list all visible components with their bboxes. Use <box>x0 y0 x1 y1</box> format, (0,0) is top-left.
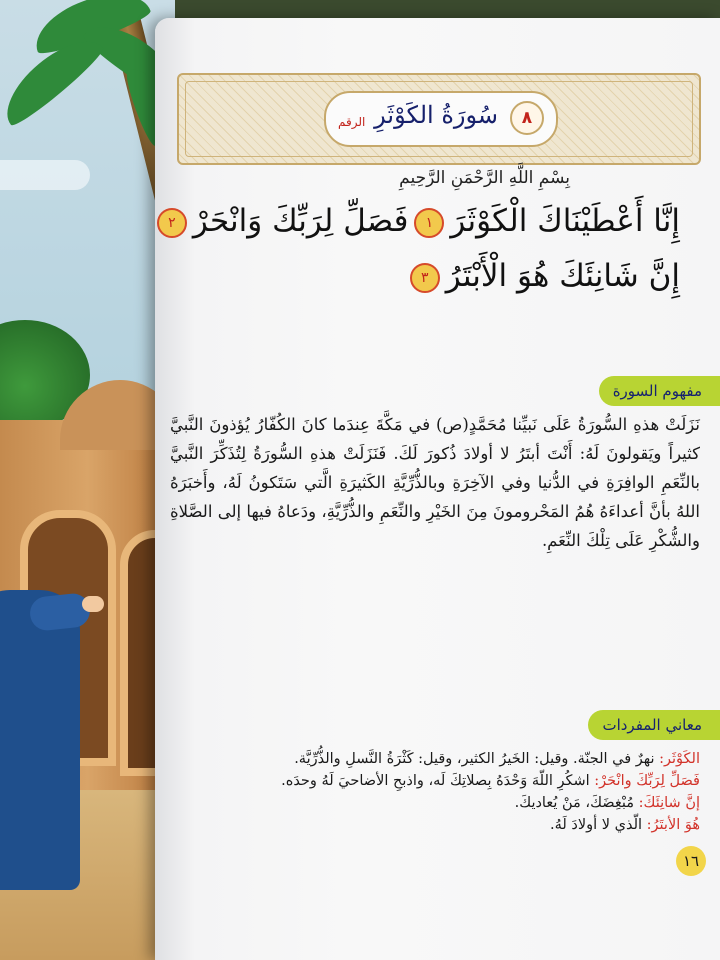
vocabulary-term: فَصَلِّ لِرَبِّكَ وانْحَرْ: <box>594 773 700 789</box>
vocabulary-term: هُوَ الأبتَرُ: <box>646 817 700 833</box>
vocabulary-meaning: نهرٌ في الجنّة. وقيل: الخَيرُ الكثير، وقيل: كَثْرَةُ النَّسلِ والذُّرِّيَّة. <box>294 751 660 767</box>
verse-line <box>155 203 680 239</box>
ayah-number-marker: ٢ <box>157 208 187 238</box>
page-number: ١٦ <box>676 846 706 876</box>
verse-text: إِنَّ شَانِئَكَ هُوَ الْأَبْتَرُ <box>445 258 680 294</box>
text-page <box>155 18 720 960</box>
vocabulary-item <box>170 748 700 770</box>
verse-text: إِنَّا أَعْطَيْنَاكَ الْكَوْثَرَ <box>450 203 680 239</box>
concept-paragraph: نَزَلَتْ هذهِ السُّورَةُ عَلَى نَبيِّنا مُحَمَّدٍ(ص) في مَكَّةَ عِندَما كانَ الكُفّارُ يُؤذونَ النَّبيَّ كثيراً ويَقولونَ لَهُ: أَنْتَ أبتَرُ لا أولادَ ذُكورَ لَكَ. فَنَزَلَتْ هذهِ السُّورَةُ لِتُذَكِّرَ النَّبيَّ بالنِّعَمِ الوافِرَةِ في الدُّنيا وفي الآخِرَةِ وبالذُّرِّيَّةِ الكَثيرَةِ الَّتي سَتَكونُ لَهُ، وأَخبَرَهُ اللهُ بأنَّ أعداءَهُ هُمُ المَحْرومونَ مِنَ الخَيْرِ والنِّعَمِ والذُّرِّيَّةِ، ودَعاهُ فيها إلى الصَّلاةِ والشُّكْرِ عَلَى تِلْكَ النِّعَمِ. <box>170 415 700 550</box>
vocabulary-item <box>170 814 700 836</box>
surah-title: سُورَةُ الكَوْثَرِ <box>374 101 498 129</box>
character-figure <box>0 590 80 890</box>
pointing-hand <box>82 596 104 612</box>
vocabulary-item <box>170 792 700 814</box>
cloud-shape <box>0 160 90 190</box>
illustration-page <box>0 0 175 960</box>
vocabulary-term: الكَوْثَر: <box>659 751 700 767</box>
vocabulary-meaning: مُبْغِضَكَ، مَنْ يُعاديكَ. <box>514 795 639 811</box>
basmala: بِسْمِ اللَّهِ الرَّحْمَنِ الرَّحِيمِ <box>399 168 570 188</box>
surah-number-badge: ٨ <box>510 101 544 135</box>
vocabulary-item <box>170 770 700 792</box>
section-heading-vocabulary: معاني المفردات <box>588 710 720 740</box>
title-cartouche <box>324 91 558 147</box>
ornamental-title-frame <box>177 73 701 165</box>
vocabulary-term: إنَّ شانِئَكَ: <box>638 795 700 811</box>
vocabulary-meaning: الّذي لا أولادَ لَهُ. <box>549 817 647 833</box>
verse-line <box>404 258 680 294</box>
section-heading-concept: مفهوم السورة <box>599 376 720 406</box>
verse-text: فَصَلِّ لِرَبِّكَ وَانْحَرْ <box>192 203 409 239</box>
vocabulary-meaning: اشكُرِ اللّهَ وَحْدَهُ بِصلاتِكَ لَه، واذبحِ الأضاحيَ لَهُ وحدَه. <box>281 773 595 789</box>
surah-number-label: الرقم <box>338 115 366 129</box>
ayah-number-marker: ٣ <box>410 263 440 293</box>
vocabulary-list <box>170 748 700 836</box>
ayah-number-marker: ١ <box>414 208 444 238</box>
